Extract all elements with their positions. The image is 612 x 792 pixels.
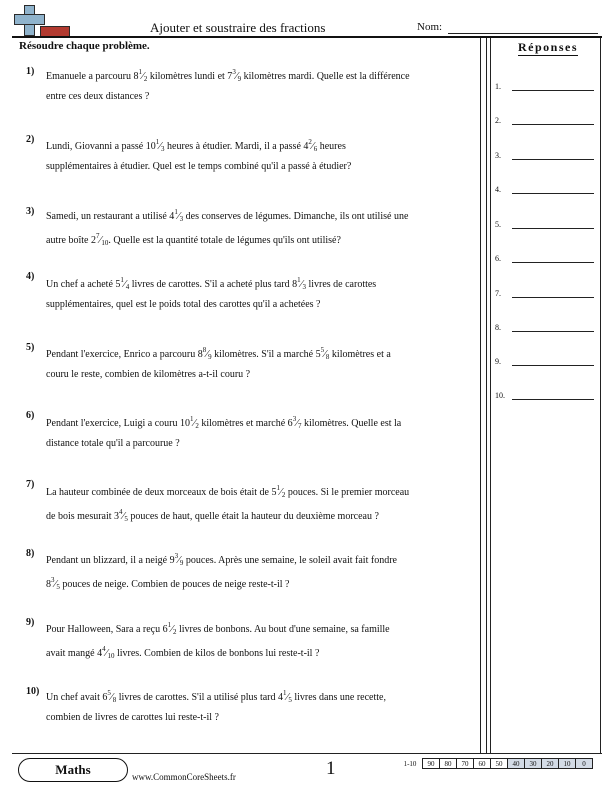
answer-blank[interactable] — [512, 399, 594, 400]
subject-badge: Maths — [18, 758, 128, 782]
problem-text — [46, 617, 486, 665]
answer-label: 5. — [495, 220, 501, 229]
problem-text-part: kilomètres lundi et 7 — [147, 71, 233, 82]
score-cell: 90 — [423, 759, 440, 769]
fraction: $^2⁄_6$ — [308, 138, 318, 153]
fraction: $^1⁄_3$ — [174, 208, 184, 223]
answer-label: 7. — [495, 289, 501, 298]
fraction: $^3⁄_5$ — [51, 576, 60, 591]
answer-blank[interactable] — [512, 262, 594, 263]
problem-text — [46, 272, 486, 313]
problem-text-part: livres dans une recette, — [291, 692, 386, 703]
column-divider — [490, 38, 491, 753]
problem-text — [46, 342, 486, 383]
answer-label: 8. — [495, 323, 501, 332]
problem-number: 2) — [26, 134, 35, 145]
problem-text-part: . Quelle est la quantité totale de légumes qu'ils ont utilisé? — [108, 235, 341, 246]
score-cell: 40 — [508, 759, 525, 769]
problem-text — [46, 480, 486, 528]
score-cell: 80 — [440, 759, 457, 769]
problem-number: 3) — [26, 206, 35, 217]
problem-number: 7) — [26, 479, 35, 490]
fraction: $^5⁄_8$ — [320, 346, 330, 361]
page-number: 1 — [326, 758, 336, 779]
problem-text-part: Emanuele a parcouru 8 — [46, 71, 139, 82]
problem-text-part: distance totale qu'il a parcourue ? — [46, 438, 180, 449]
problem-text-part: 8 — [46, 579, 51, 590]
problem-text — [46, 411, 486, 452]
problem-text-part: supplémentaires, quel est le poids total des carottes qu'il a achetées ? — [46, 299, 321, 310]
answer-label: 9. — [495, 357, 501, 366]
problem-text-part: heures à étudier. Mardi, il a passé 4 — [164, 141, 309, 152]
page-title: Ajouter et soustraire des fractions — [150, 20, 326, 35]
score-range-label: 1-10 — [403, 759, 417, 768]
score-cell: 20 — [542, 759, 559, 769]
problem-text-part: supplémentaires à étudier. Quel est le temps combiné qu'il a passé à étudier? — [46, 161, 352, 172]
score-cell: 50 — [491, 759, 508, 769]
fraction: $^4⁄_{10}$ — [102, 645, 115, 660]
answer-blank[interactable] — [512, 90, 594, 91]
fraction: $^1⁄_3$ — [155, 138, 165, 153]
answer-blank[interactable] — [512, 365, 594, 366]
problem-text-part: pouces de neige. Combien de pouces de neige reste-t-il ? — [59, 579, 290, 590]
problem-text-part: Un chef avait 6 — [46, 692, 108, 703]
fraction: $^1⁄_4$ — [120, 276, 130, 291]
problem-text-part: de bois mesurait 3 — [46, 511, 120, 522]
name-line — [448, 33, 598, 34]
problem-text-part: Pendant l'exercice, Enrico a parcouru 8 — [46, 349, 203, 360]
problem-text — [46, 548, 486, 596]
fraction: $^1⁄_3$ — [297, 276, 306, 291]
problem-number: 4) — [26, 271, 35, 282]
problem-number: 10) — [26, 686, 40, 697]
problem-text-part: avait mangé 4 — [46, 648, 103, 659]
problem-text-part: kilomètres et marché 6 — [198, 418, 293, 429]
fraction: $^1⁄_2$ — [276, 484, 286, 499]
problem-text-part: Lundi, Giovanni a passé 10 — [46, 141, 156, 152]
answer-label: 10. — [495, 391, 505, 400]
problem-text-part: Un chef a acheté 5 — [46, 279, 121, 290]
problem-text-part: combien de livres de carottes lui reste-t-il ? — [46, 712, 219, 723]
problem-number: 9) — [26, 617, 35, 628]
problem-text-part: entre ces deux distances ? — [46, 91, 150, 102]
problem-text-part: livres. Combien de kilos de bonbons lui reste-t-il ? — [114, 648, 320, 659]
problem-text-part: pouces. Si le premier morceau — [285, 487, 410, 498]
problem-text-part: kilomètres et a — [329, 349, 391, 360]
fraction: $^5⁄_8$ — [107, 689, 117, 704]
fraction: $^7⁄_{10}$ — [95, 232, 109, 247]
problem-text-part: livres de carottes — [305, 279, 377, 290]
problem-text — [46, 685, 486, 726]
score-cell: 30 — [525, 759, 542, 769]
page-border — [600, 38, 601, 753]
answer-label: 6. — [495, 254, 501, 263]
problem-text-part: autre boîte 2 — [46, 235, 96, 246]
problem-text-part: heures — [317, 141, 346, 152]
score-cell: 70 — [457, 759, 474, 769]
problem-number: 5) — [26, 342, 35, 353]
website-url: www.CommonCoreSheets.fr — [132, 772, 236, 782]
fraction: $^1⁄_2$ — [189, 415, 199, 430]
problem-text-part: pouces de haut, quelle était la hauteur du deuxième morceau ? — [127, 511, 379, 522]
problem-text-part: livres de carottes. S'il a acheté plus tard 8 — [129, 279, 298, 290]
score-table — [398, 758, 593, 769]
fraction: $^4⁄_5$ — [119, 508, 128, 523]
problem-text-part: kilomètres. Quelle est la — [301, 418, 402, 429]
answer-blank[interactable] — [512, 124, 594, 125]
fraction: $^1⁄_2$ — [138, 68, 148, 83]
score-cell: 0 — [576, 759, 593, 769]
fraction: $^1⁄_2$ — [167, 621, 177, 636]
problem-text-part: kilomètres mardi. Quelle est la différence — [241, 71, 410, 82]
answer-label: 2. — [495, 116, 501, 125]
answer-blank[interactable] — [512, 159, 594, 160]
answer-blank[interactable] — [512, 193, 594, 194]
problem-number: 6) — [26, 410, 35, 421]
problem-text-part: livres de bonbons. Au bout d'une semaine, sa famille — [176, 624, 390, 635]
fraction: $^3⁄_9$ — [232, 68, 242, 83]
problem-text-part: des conserves de légumes. Dimanche, ils ont utilisé une — [183, 211, 409, 222]
answer-blank[interactable] — [512, 297, 594, 298]
footer-rule — [12, 753, 602, 754]
fraction: $^1⁄_5$ — [283, 689, 292, 704]
fraction: $^3⁄_9$ — [174, 552, 184, 567]
problem-text — [46, 204, 486, 252]
fraction: $^8⁄_9$ — [202, 346, 212, 361]
problem-text — [46, 134, 486, 175]
score-cell: 60 — [474, 759, 491, 769]
column-divider — [486, 38, 487, 753]
problem-number: 1) — [26, 66, 35, 77]
problem-text-part: pouces. Après une semaine, le soleil avait fait fondre — [183, 555, 397, 566]
answer-blank[interactable] — [512, 228, 594, 229]
answer-blank[interactable] — [512, 331, 594, 332]
problem-text-part: livres de carottes. S'il a utilisé plus tard 4 — [116, 692, 283, 703]
score-cell: 10 — [559, 759, 576, 769]
instructions: Résoudre chaque problème. — [19, 40, 150, 52]
fraction: $^3⁄_7$ — [292, 415, 302, 430]
header-rule — [12, 36, 602, 38]
problem-text-part: kilomètres. S'il a marché 5 — [211, 349, 321, 360]
name-label: Nom: — [417, 21, 443, 33]
problem-text-part: La hauteur combinée de deux morceaux de bois était de 5 — [46, 487, 277, 498]
problem-number: 8) — [26, 548, 35, 559]
problem-text-part: Pendant l'exercice, Luigi a couru 10 — [46, 418, 190, 429]
answers-title: Réponses — [518, 40, 579, 54]
answer-label: 4. — [495, 185, 501, 194]
logo-plus-bar-icon — [14, 14, 45, 25]
problem-text-part: Pendant un blizzard, il a neigé 9 — [46, 555, 175, 566]
answer-label: 1. — [495, 82, 501, 91]
problem-text-part: Pour Halloween, Sara a reçu 6 — [46, 624, 168, 635]
problem-text-part: Samedi, un restaurant a utilisé 4 — [46, 211, 175, 222]
answer-label: 3. — [495, 151, 501, 160]
problem-text — [46, 64, 486, 105]
problem-text-part: couru le reste, combien de kilomètres a-t-il couru ? — [46, 369, 251, 380]
